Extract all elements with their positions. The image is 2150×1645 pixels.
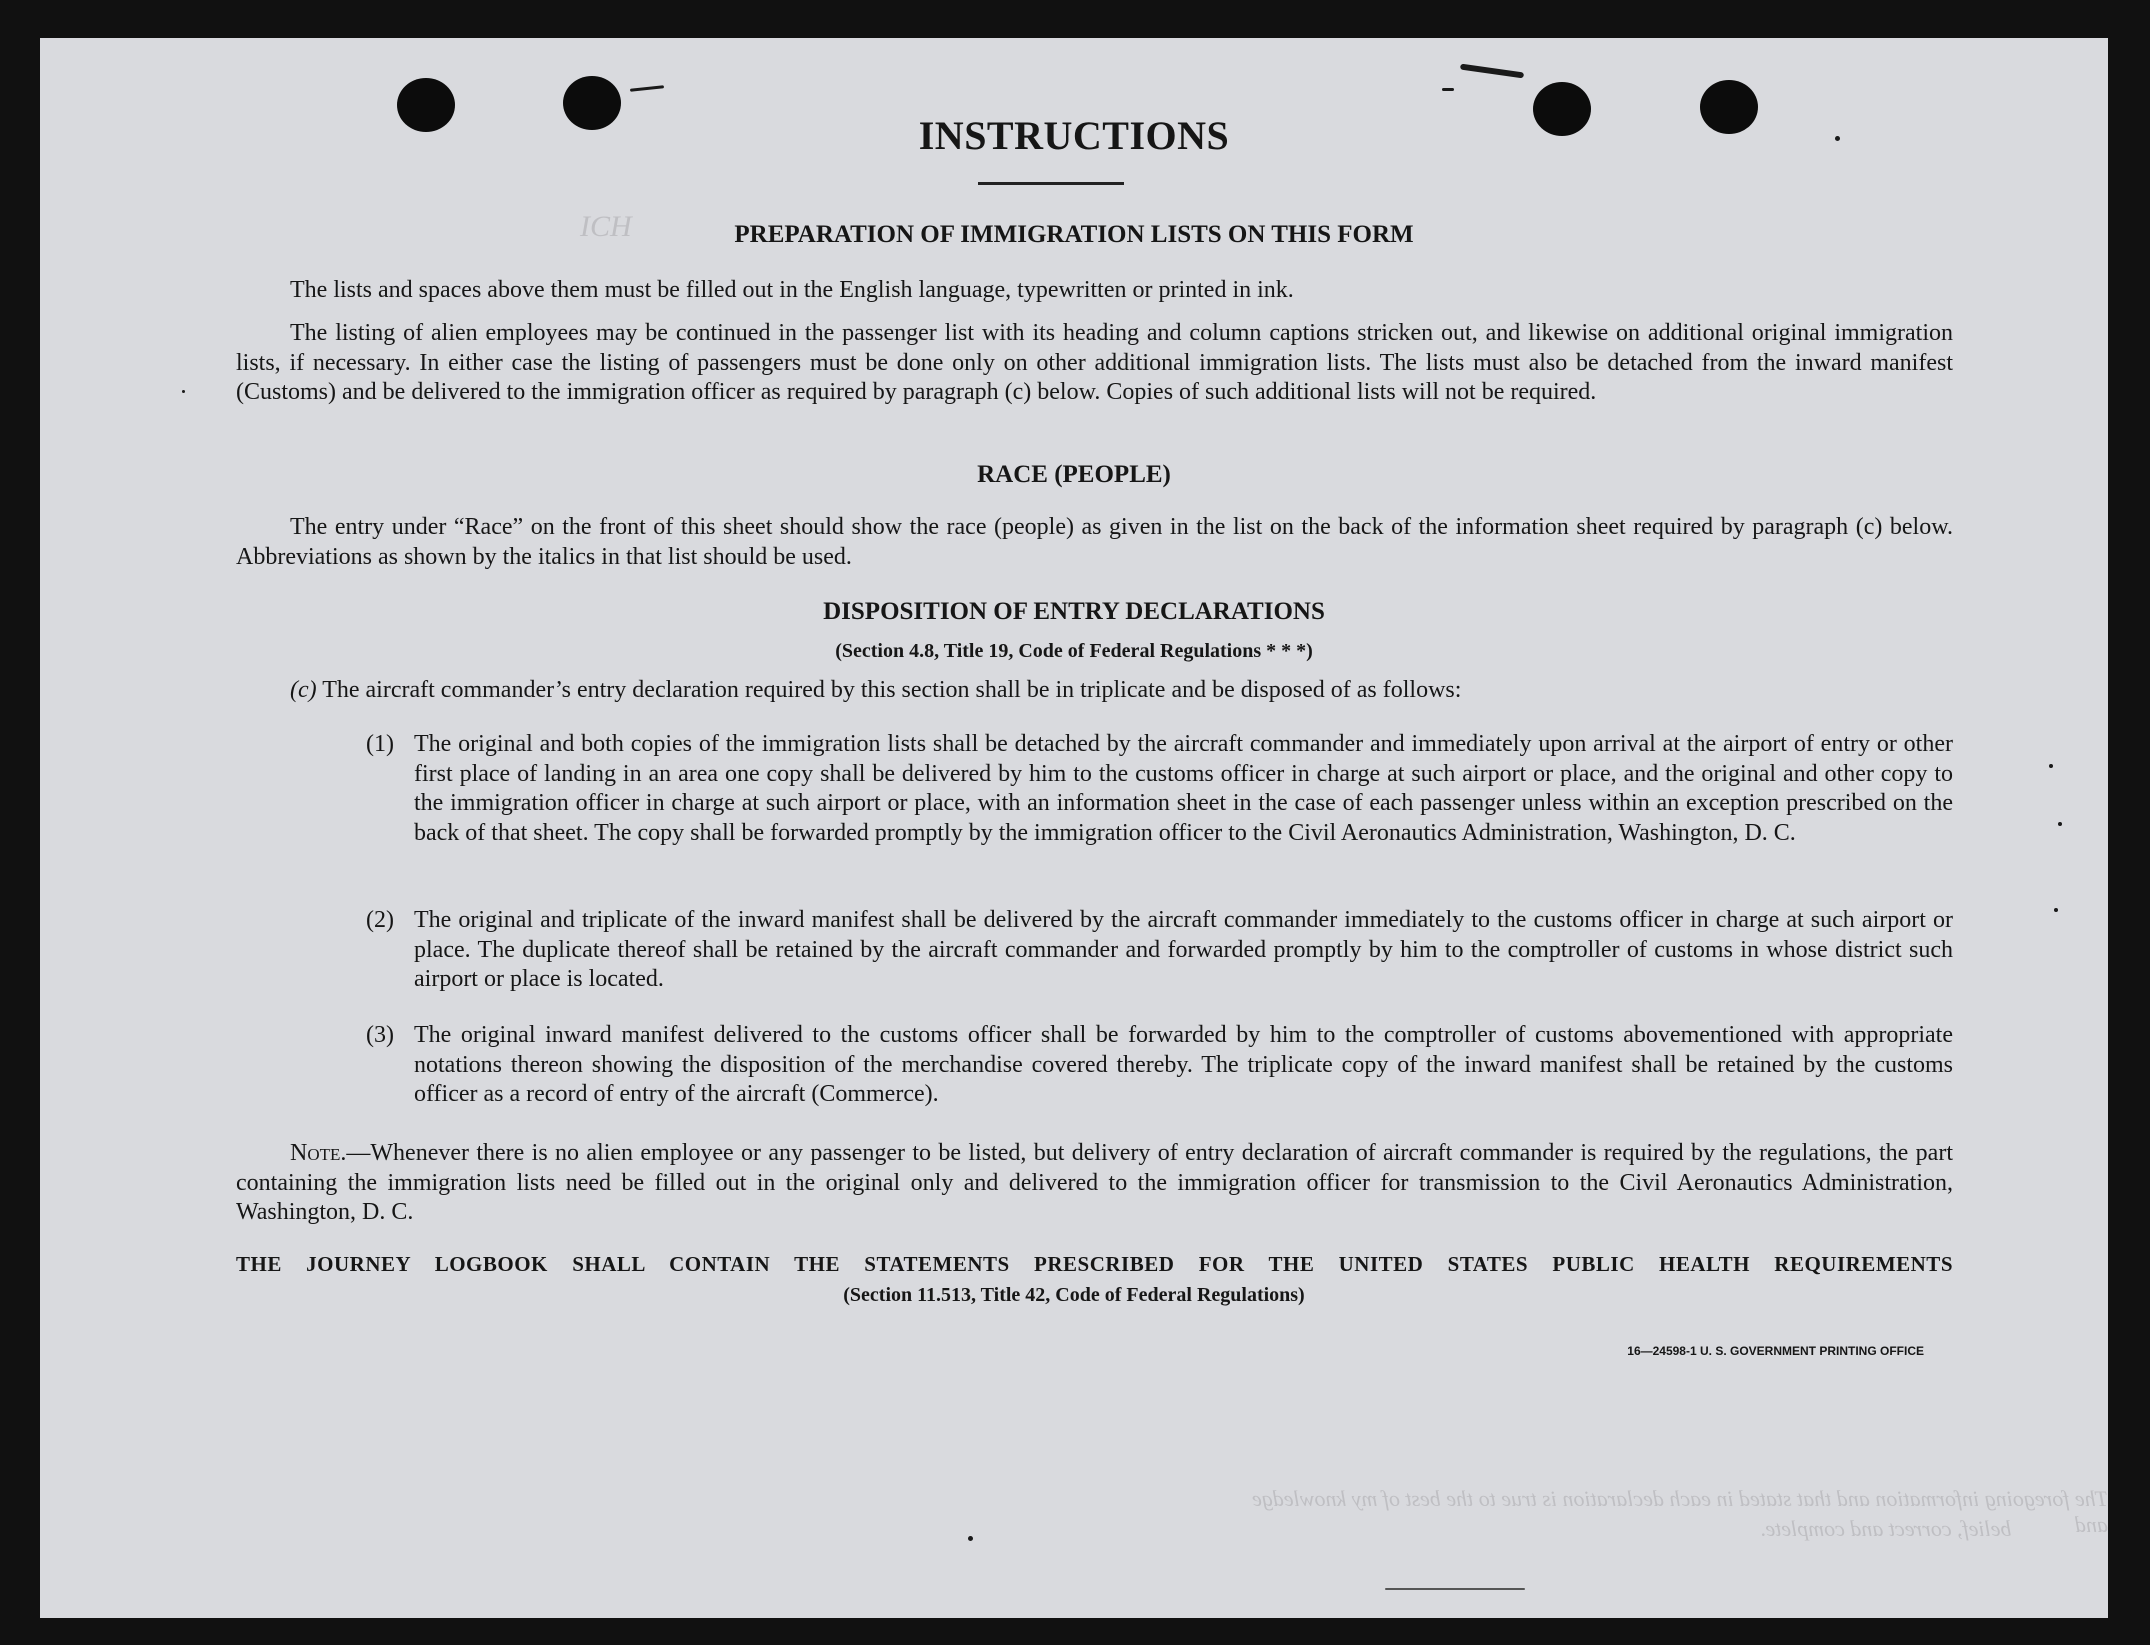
title-underline [978, 182, 1124, 185]
paragraph-c-label: (c) [290, 677, 317, 703]
dust-speck [2054, 908, 2058, 912]
list-item-number: (3) [366, 1022, 394, 1048]
paragraph-c-text: The aircraft commander’s entry declaration required by this section shall be in triplicate and be disposed of as follows: [322, 677, 1462, 703]
list-item-3 [366, 1021, 1953, 1110]
list-item-2 [366, 906, 1953, 995]
dust-speck [1385, 1588, 1525, 1590]
paragraph-alien-employees: The listing of alien employees may be continued in the passenger list with its heading and column captions stricken out, and likewise on additional original immigration lists, if necessary. In either case the listing of passengers must be done only on other additional immigration lists. The lists must also be detached from the inward manifest (Customs) and be delivered to the immigration officer as required by paragraph (c) below. Copies of such additional lists will not be required. [236, 320, 1953, 405]
dust-speck [2058, 822, 2062, 826]
section-citation: (Section 4.8, Title 19, Code of Federal Regulations * * *) [835, 640, 1313, 662]
paragraph-note [236, 1139, 1953, 1228]
list-item-number: (1) [366, 731, 394, 757]
section-heading-disposition: DISPOSITION OF ENTRY DECLARATIONS [823, 598, 1325, 625]
bleed-through-line-2: belief, correct and complete. [1760, 1516, 2012, 1541]
pencil-mark [1442, 88, 1454, 91]
dust-speck [2049, 764, 2053, 768]
health-requirements-statement: THE JOURNEY LOGBOOK SHALL CONTAIN THE STATEMENTS PRESCRIBED FOR THE UNITED STATES PUBLIC HEALTH REQUIREMENTS [236, 1252, 1953, 1276]
list-item-text: The original and both copies of the immigration lists shall be detached by the aircraft commander and immediately upon arrival at the airport of entry or other first place of landing in an area one copy shall be delivered by him to the customs officer in charge at such airport or place, and the original and other copy to the immigration officer in charge at such airport or place, with an information sheet in the case of each passenger unless within an exception prescribed on the back of that sheet. The copy shall be forwarded promptly by the immigration officer to the Civil Aeronautics Administration, Washington, D. C. [414, 731, 1953, 846]
printer-imprint: 16—24598-1 U. S. GOVERNMENT PRINTING OFFICE [1627, 1344, 1924, 1358]
pencil-mark [1460, 64, 1524, 79]
pencil-mark [630, 85, 664, 92]
paragraph-c-intro [236, 676, 1953, 706]
dust-speck [968, 1536, 973, 1541]
note-text: —Whenever there is no alien employee or any passenger to be listed, but delivery of entry declaration of aircraft commander is required by the regulations, the part containing the immigration lists need be filled out in the original only and delivered to the immigration officer for transmission to the Civil Aeronautics Administration, Washington, D. C. [236, 1140, 1953, 1225]
list-item-text: The original inward manifest delivered to the customs officer shall be forwarded by him to the comptroller of customs abovementioned with appropriate notations thereon showing the disposition of the merchandise covered thereby. The triplicate copy of the inward manifest shall be retained by the customs officer as a record of entry of the aircraft (Commerce). [414, 1022, 1953, 1107]
page-title: INSTRUCTIONS [918, 113, 1230, 158]
list-item-1 [366, 730, 1953, 848]
bleed-through-line-1: The foregoing information and that stated in each declaration is true to the best of my knowledge and [1252, 1486, 2108, 1537]
paragraph-race: The entry under “Race” on the front of this sheet should show the race (people) as given in the list on the back of the information sheet required by paragraph (c) below. Abbreviations as shown by the italics in that list should be used. [236, 514, 1953, 570]
document-page [40, 38, 2108, 1618]
section-heading-race: RACE (PEOPLE) [977, 461, 1171, 488]
list-item-text: The original and triplicate of the inward manifest shall be delivered by the aircraft commander immediately to the customs officer in charge at such airport or place. The duplicate thereof shall be retained by the aircraft commander and forwarded promptly by him to the comptroller of customs in whose district such airport or place is located. [414, 907, 1953, 992]
health-requirements-citation: (Section 11.513, Title 42, Code of Federal Regulations) [843, 1284, 1305, 1306]
list-item-number: (2) [366, 907, 394, 933]
dust-speck [182, 390, 185, 393]
note-label: Note. [290, 1140, 347, 1166]
handwritten-mark: ICH [580, 210, 632, 243]
paragraph-language: The lists and spaces above them must be filled out in the English language, typewritten or printed in ink. [290, 277, 1294, 303]
section-heading-preparation: PREPARATION OF IMMIGRATION LISTS ON THIS FORM [734, 221, 1414, 248]
